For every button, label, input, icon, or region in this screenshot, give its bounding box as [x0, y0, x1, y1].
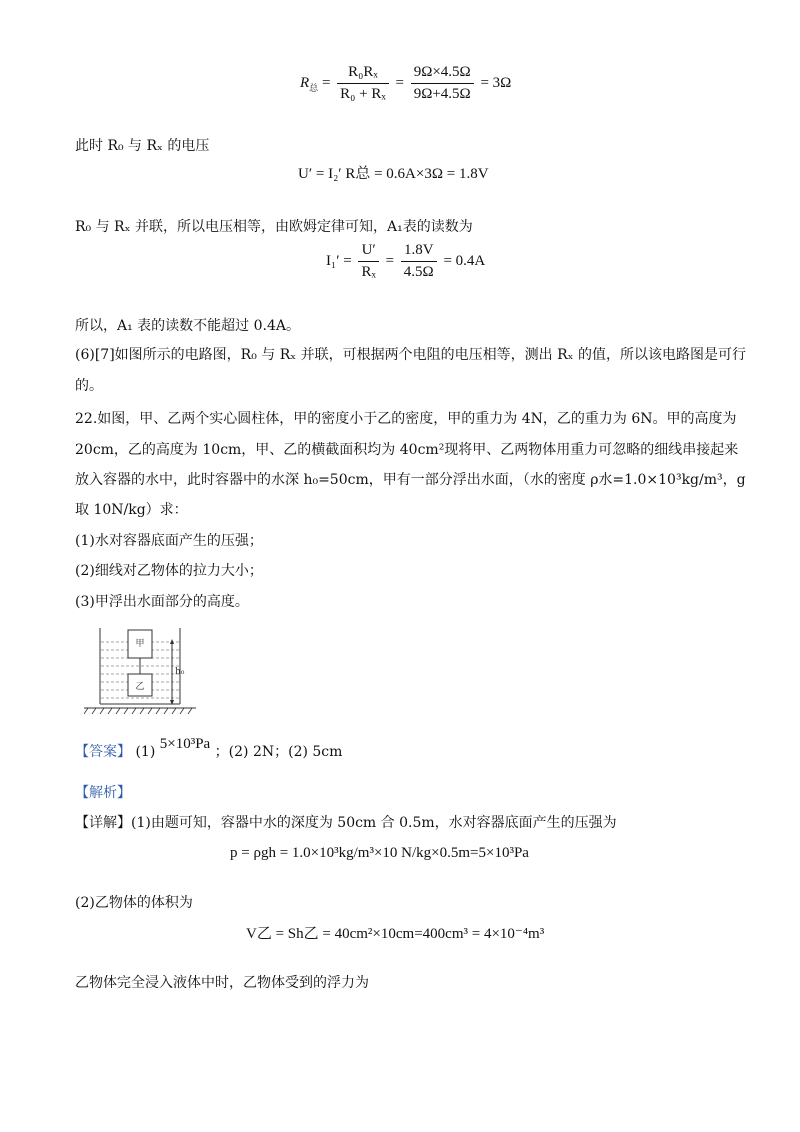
answer-value: 5×10³Pa [159, 736, 211, 752]
subquestion-1: (1)水对容器底面产生的压强； [75, 533, 263, 549]
equation-pressure: p = ρgh = 1.0×10³kg/m³×10 N/kg×0.5m=5×10³Pa [230, 845, 529, 861]
eq1-result: = 3Ω [480, 74, 512, 91]
figure-label-h0: h₀ [175, 667, 185, 677]
text-line-2: R₀ 与 Rₓ 并联，所以电压相等，由欧姆定律可知，A₁表的读数为 [75, 219, 473, 235]
subquestion-3: (3)甲浮出水面部分的高度。 [75, 594, 249, 610]
eq3-frac2: $\frac{1.8V}{4.5\Omega}$ [401, 242, 437, 281]
text-line-7: 乙物体完全浸入液体中时，乙物体受到的浮力为 [75, 975, 369, 991]
detail-tag: 【详解】 [75, 815, 131, 831]
figure-label-yi: 乙 [135, 682, 145, 692]
container-figure [84, 624, 204, 716]
equation-total-resistance: $R_总$ = $\frac{\text{R₀Rₓ}}{\text{R₀ + Rₓ}}$ = $\frac{9\Omega\times 4.5\Omega}{9\Omega+4.5\Omega}$ = 3Ω [300, 64, 512, 102]
detail-line: 【详解】(1)由题可知，容器中水的深度为 50cm 合 0.5m，水对容器底面产生的压强为 [75, 815, 617, 831]
figure-label-jia: 甲 [135, 639, 145, 649]
question-22-line-4: 取 10N/kg）求： [75, 502, 188, 518]
answer-tag: 【答案】 [75, 744, 131, 760]
text-line-6: (2)乙物体的体积为 [75, 895, 193, 911]
eq3-frac1: $\frac{U'}{\text{Rₓ}}$ [358, 242, 378, 281]
text-line-1: 此时 R₀ 与 Rₓ 的电压 [75, 138, 210, 154]
text-line-5: 的。 [75, 378, 103, 394]
eq1-frac2: $\frac{9\Omega\times 4.5\Omega}{9\Omega+4.5\Omega}$ [411, 64, 474, 103]
text-line-3: 所以，A₁ 表的读数不能超过 0.4A。 [75, 318, 300, 334]
eq1-lhs-sub: 总 [309, 82, 319, 93]
question-22-line-2: 20cm，乙的高度为 10cm，甲、乙的横截面积均为 40cm²现将甲、乙两物体用重力可忽略的细线串接起来 [75, 442, 739, 458]
answer-line: 【答案】 (1) 5×10³Pa ；(2) 2N；(2) 5cm [75, 736, 343, 760]
question-22-line-1: 22.如图，甲、乙两个实心圆柱体，甲的密度小于乙的密度，甲的重力为 4N，乙的重力为 6N。甲的高度为 [75, 411, 737, 427]
equation-current: I₁′ = $\frac{U'}{\text{Rₓ}}$ = $\frac{1.8V}{4.5\Omega}$ = 0.4A [326, 242, 486, 280]
equation-voltage: U′ = I₂′ R总 = 0.6A×3Ω = 1.8V [298, 166, 489, 182]
eq1-frac1: $\frac{\text{R₀Rₓ}}{\text{R₀ + Rₓ}}$ [337, 64, 389, 103]
equation-volume: V乙 = Sh乙 = 40cm²×10cm=400cm³ = 4×10⁻⁴m³ [246, 926, 545, 942]
subquestion-2: (2)细线对乙物体的拉力大小； [75, 563, 263, 579]
text-line-4: (6)[7]如图所示的电路图，R₀ 与 Rₓ 并联，可根据两个电阻的电压相等，测出 Rₓ 的值，所以该电路图是可行 [75, 347, 747, 363]
analysis-tag: 【解析】 [75, 785, 131, 801]
question-22-line-3: 放入容器的水中，此时容器中的水深 h₀=50cm，甲有一部分浮出水面，（水的密度 ρ水=1.0×10³kg/m³，g [75, 472, 746, 488]
